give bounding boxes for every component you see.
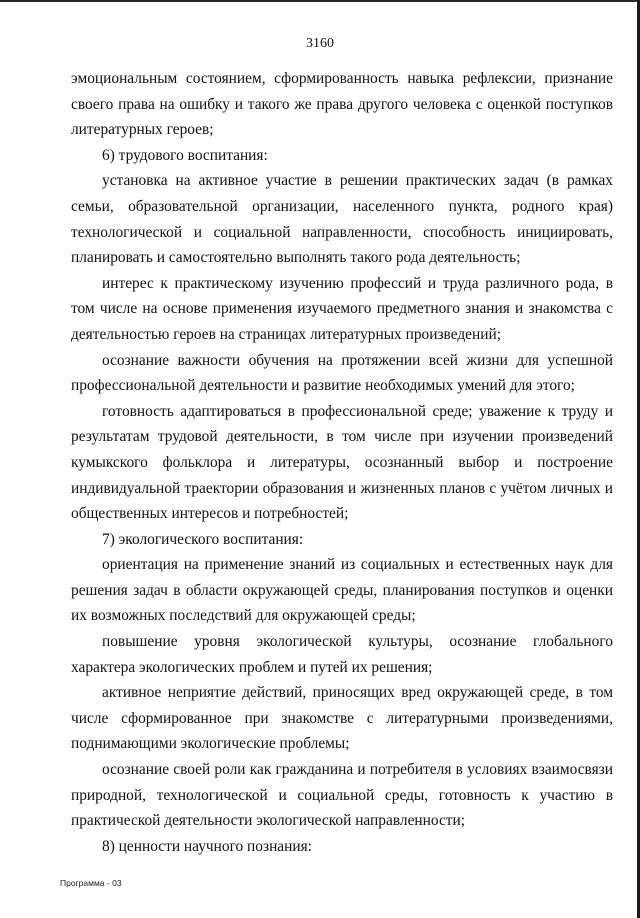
- paragraph: установка на активное участие в решении практических задач (в рамках семьи, образовательной организации, населенного пункта, родного края) технологической и социальной направленности, способность инициировать, планировать и самостоятельно выполнять такого рода деятельность;: [71, 172, 613, 267]
- scan-edge-top: [0, 0, 640, 2]
- section-heading: 6) трудового воспитания:: [102, 146, 268, 164]
- paragraph: эмоциональным состоянием, сформированность навыка рефлексии, признание своего права на ошибку и такого же права другого человека с оценкой поступков литературных героев;: [71, 70, 613, 139]
- section-heading: 7) экологического воспитания:: [102, 530, 304, 548]
- footer-label: Программа - 03: [60, 878, 122, 888]
- paragraph: осознание важности обучения на протяжении всей жизни для успешной профессиональной деятельности и развитие необходимых умений для этого;: [71, 351, 613, 395]
- paragraph: готовность адаптироваться в профессиональной среде; уважение к труду и результатам трудовой деятельности, в том числе при изучении произведений кумыкского фольклора и литературы, осознанный выбор и построение индивидуальной траектории образования и жизненных планов с учётом личных и общественных интересов и потребностей;: [71, 402, 613, 523]
- paragraph: активное неприятие действий, приносящих вред окружающей среде, в том числе сформированное при знакомстве с литературными произведениями, поднимающими экологические проблемы;: [71, 684, 613, 753]
- paragraph: повышение уровня экологической культуры, осознание глобального характера экологических проблем и путей их решения;: [71, 633, 613, 676]
- body-text: [71, 66, 613, 859]
- paragraph: интерес к практическому изучению профессий и труда различного рода, в том числе на основе применения изучаемого предметного знания и знакомства с деятельностью героев на страницах литературных произведений;: [71, 274, 613, 343]
- section-heading: 8) ценности научного познания:: [102, 837, 312, 855]
- paragraph: ориентация на применение знаний из социальных и естественных наук для решения задач в области окружающей среды, планирования поступков и оценки их возможных последствий для окружающей среды;: [71, 556, 613, 625]
- page-number: 3160: [306, 36, 334, 51]
- paragraph: осознание своей роли как гражданина и потребителя в условиях взаимосвязи природной, технологической и социальной среды, готовность к участию в практической деятельности экологической направленности;: [71, 761, 613, 830]
